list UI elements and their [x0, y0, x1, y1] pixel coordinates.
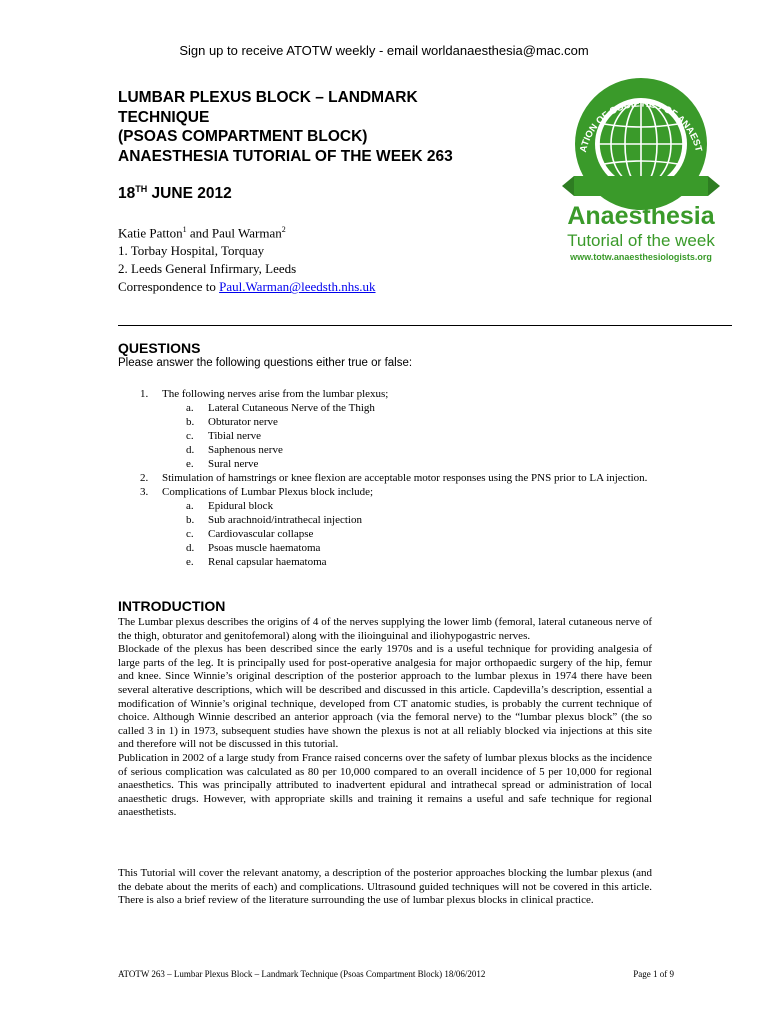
document-title: [118, 88, 548, 166]
question-option: [118, 429, 658, 443]
footer-citation: ATOTW 263 – Lumbar Plexus Block – Landmark Technique (Psoas Compartment Block) 18/06/2012: [118, 969, 486, 979]
question-option: [118, 527, 658, 541]
option-letter: e.: [186, 458, 194, 470]
header-divider: [118, 325, 732, 326]
option-letter: a.: [186, 500, 194, 512]
logo-ring-text: ATION OF SOCIETIES OF ANAEST: [578, 98, 704, 154]
option-letter: e.: [186, 556, 194, 568]
wfsa-logo: [556, 74, 726, 270]
title-line-3: (PSOAS COMPARTMENT BLOCK): [118, 128, 368, 145]
correspondence-label: Correspondence to: [118, 279, 220, 295]
option-text: Lateral Cutaneous Nerve of the Thigh: [208, 402, 375, 414]
question-number: 1.: [140, 388, 149, 400]
option-letter: d.: [186, 444, 195, 456]
date-rest: JUNE 2012: [147, 185, 232, 203]
option-letter: b.: [186, 416, 195, 428]
question-number: 2.: [140, 472, 149, 484]
question-option: [118, 443, 658, 457]
option-letter: d.: [186, 542, 195, 554]
question-option: [118, 415, 658, 429]
author-1: Katie Patton: [118, 225, 183, 241]
intro-paragraph-4-block: [118, 867, 652, 908]
author-1-sup: 1: [182, 225, 187, 234]
title-line-1: LUMBAR PLEXUS BLOCK – LANDMARK: [118, 89, 418, 106]
question-option: [118, 513, 658, 527]
affiliation-2: 2. Leeds General Infirmary, Leeds: [118, 261, 297, 277]
logo-brand: Anaesthesia: [567, 202, 715, 230]
intro-paragraph-2: Blockade of the plexus has been described since the early 1970s and is a useful technique for providing analgesia of large parts of the leg. It is principally used for post-operative analgesia for major orthopaedic surgery of the hip, femur and knee. Since Winnie’s original description of the posterior approach to the lumbar plexus in 1974 there have been several alterative descriptions, which will be described and discussed in this article. Capdevilla’s description, essential a modification of Winnie’s original technique, developed from CT anatomic studies, is probably the current technique of choice. Although Winnie described an anterior approach (via the femoral nerve) to the “lumbar plexus block” (the so called 3 in 1) in 1973, subsequent studies have shown the plexus is not at all reliably blocked via injections at this site and therefore will not be discussed in this tutorial.: [118, 643, 652, 751]
option-text: Sural nerve: [208, 458, 259, 470]
question-option: [118, 401, 658, 415]
signup-banner: Sign up to receive ATOTW weekly - email worldanaesthesia@mac.com: [179, 43, 589, 58]
questions-instruction: Please answer the following questions either true or false:: [118, 357, 413, 369]
date-suffix: TH: [135, 184, 148, 194]
option-letter: c.: [186, 528, 194, 540]
option-text: Psoas muscle haematoma: [208, 542, 321, 554]
question-option: [118, 555, 658, 569]
question-option: [118, 541, 658, 555]
question-option: [118, 457, 658, 471]
option-text: Cardiovascular collapse: [208, 528, 314, 540]
intro-paragraph-4: This Tutorial will cover the relevant anatomy, a description of the posterior approaches blocking the lumbar plexus (and the debate about the merits of each) and complications. Ultrasound guided techniques will not be covered in this article. There is also a brief review of the literature surrounding the use of lumbar plexus blocks in clinical practice.: [118, 867, 652, 907]
question-item: [118, 471, 658, 485]
logo-url: www.totw.anaesthesiologists.org: [570, 252, 712, 262]
questions-list: [118, 387, 658, 569]
question-text: Complications of Lumbar Plexus block include;: [162, 486, 374, 498]
affiliation-1: 1. Torbay Hospital, Torquay: [118, 243, 265, 259]
option-letter: a.: [186, 402, 194, 414]
authors-line: [118, 221, 376, 242]
intro-paragraph-3: Publication in 2002 of a large study from France raised concerns over the safety of lumbar plexus blocks as the incidence of serious complication was calculated as 80 per 10,000 compared to an overall incidence of 5 per 10,000 for regional anaesthetics. This was principally attributed to inadvertent epidural and intrathecal spread or administration of local anaesthetic drugs. However, with appropriate skills and training it remains a useful and safe technique for regional anaesthetists.: [118, 751, 652, 819]
title-line-4: ANAESTHESIA TUTORIAL OF THE WEEK 263: [118, 147, 453, 165]
page-number: Page 1 of 9: [633, 969, 674, 979]
option-text: Saphenous nerve: [208, 444, 283, 456]
introduction-heading: INTRODUCTION: [118, 598, 226, 614]
option-text: Renal capsular haematoma: [208, 556, 327, 568]
question-item: [118, 387, 658, 401]
publication-date: [118, 184, 232, 203]
author-2: and Paul Warman: [186, 225, 282, 241]
introduction-body: [118, 616, 652, 820]
question-item: [118, 485, 658, 499]
option-text: Epidural block: [208, 500, 274, 512]
logo-tagline: Tutorial of the week: [567, 231, 715, 250]
question-text: The following nerves arise from the lumbar plexus;: [162, 388, 389, 400]
wfsa-logo-graphic: [556, 74, 726, 270]
questions-heading: QUESTIONS: [118, 340, 201, 356]
correspondence-line: [118, 278, 376, 296]
author-block: [118, 221, 376, 296]
option-letter: b.: [186, 514, 195, 526]
intro-paragraph-1: The Lumbar plexus describes the origins of 4 of the nerves supplying the lower limb (femoral, lateral cutaneous nerve of the thigh, obturator and genitofemoral) along with the ilioinguinal and iliohypogastric nerves.: [118, 616, 652, 642]
correspondence-email-link[interactable]: Paul.Warman@leedsth.nhs.uk: [219, 279, 376, 295]
date-day: 18: [118, 185, 136, 203]
option-letter: c.: [186, 430, 194, 442]
option-text: Sub arachnoid/intrathecal injection: [208, 514, 362, 526]
question-text: Stimulation of hamstrings or knee flexion are acceptable motor responses using the PNS prior to LA injection.: [162, 472, 648, 484]
page-footer: [118, 969, 674, 979]
author-2-sup: 2: [281, 225, 286, 234]
question-number: 3.: [140, 486, 149, 498]
option-text: Tibial nerve: [208, 430, 262, 442]
option-text: Obturator nerve: [208, 416, 278, 428]
title-line-2: TECHNIQUE: [118, 108, 210, 126]
question-option: [118, 499, 658, 513]
